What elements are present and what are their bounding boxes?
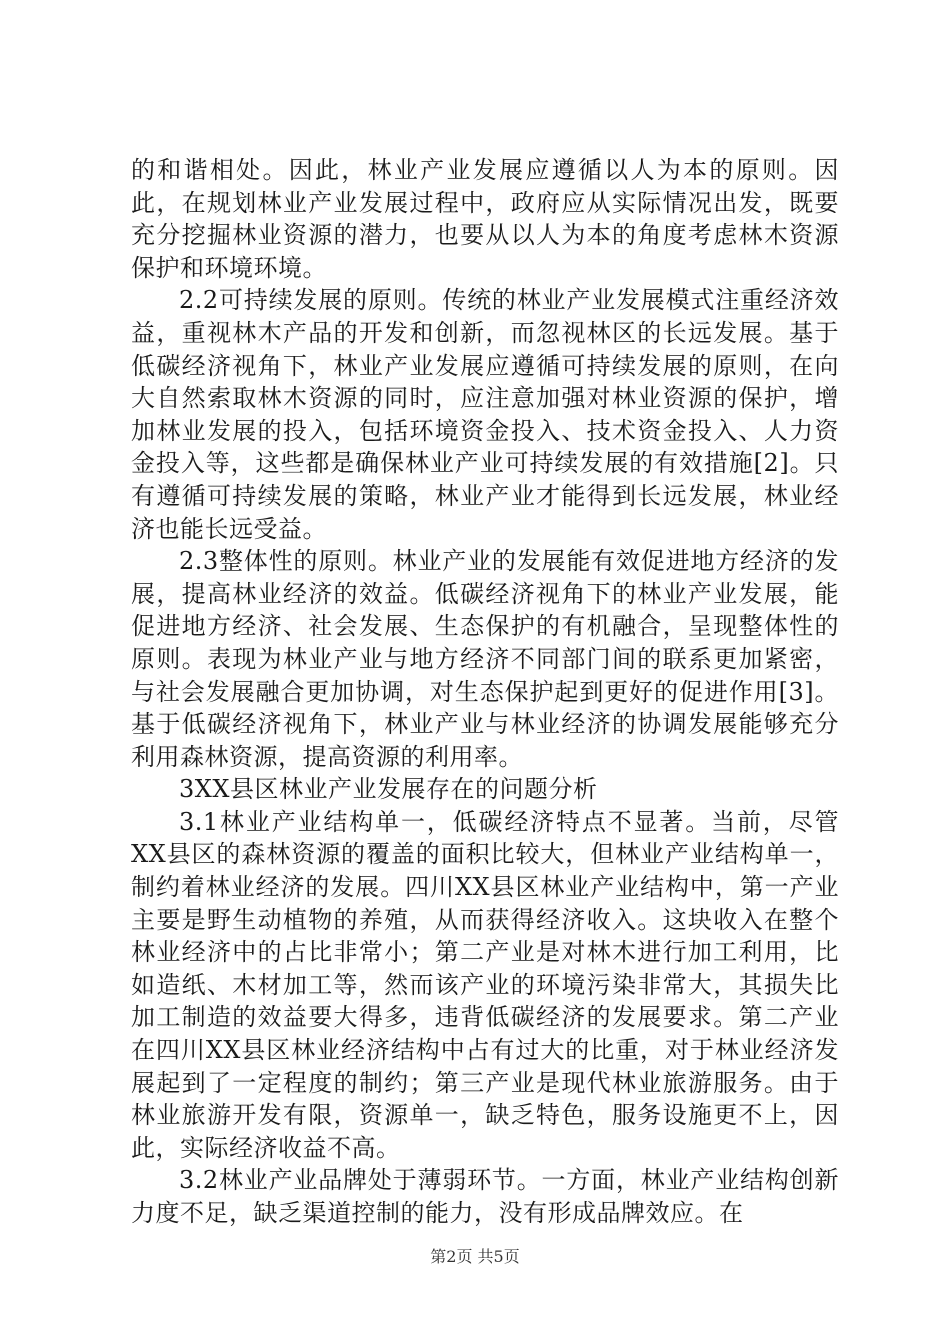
- document-body: [131, 154, 839, 1230]
- paragraph-3-1: 3.1林业产业结构单一，低碳经济特点不显著。当前，尽管XX县区的森林资源的覆盖的面积比较大，但林业产业结构单一，制约着林业经济的发展。四川XX县区林业产业结构中，第一产业主要是野生动植物的养殖，从而获得经济收入。这块收入在整个林业经济中的占比非常小；第二产业是对林木进行加工利用，比如造纸、木材加工等，然而该产业的环境污染非常大，其损失比加工制造的效益要大得多，违背低碳经济的发展要求。第二产业在四川XX县区林业经济结构中占有过大的比重，对于林业经济发展起到了一定程度的制约；第三产业是现代林业旅游服务。由于林业旅游开发有限，资源单一，缺乏特色，服务设施更不上，因此，实际经济收益不高。: [131, 807, 839, 1162]
- page-footer: [0, 1244, 950, 1267]
- paragraph-continued: 的和谐相处。因此，林业产业发展应遵循以人为本的原则。因此，在规划林业产业发展过程中，政府应从实际情况出发，既要充分挖掘林业资源的潜力，也要从以人为本的角度考虑林木资源保护和环境环境。: [131, 156, 839, 282]
- paragraph-3-2: 3.2林业产业品牌处于薄弱环节。一方面，林业产业结构创新力度不足，缺乏渠道控制的能力，没有形成品牌效应。在: [131, 1166, 839, 1227]
- paragraph-2-3: 2.3整体性的原则。林业产业的发展能有效促进地方经济的发展，提高林业经济的效益。低碳经济视角下的林业产业发展，能促进地方经济、社会发展、生态保护的有机融合，呈现整体性的原则。表现为林业产业与地方经济不同部门间的联系更加紧密，与社会发展融合更加协调，对生态保护起到更好的促进作用[3]。基于低碳经济视角下，林业产业与林业经济的协调发展能够充分利用森林资源，提高资源的利用率。: [131, 547, 839, 771]
- section-heading-3: 3XX县区林业产业发展存在的问题分析: [179, 775, 598, 804]
- paragraph-2-2: 2.2可持续发展的原则。传统的林业产业发展模式注重经济效益，重视林木产品的开发和创新，而忽视林区的长远发展。基于低碳经济视角下，林业产业发展应遵循可持续发展的原则，在向大自然索取林木资源的同时，应注意加强对林业资源的保护，增加林业发展的投入，包括环境资金投入、技术资金投入、人力资金投入等，这些都是确保林业产业可持续发展的有效措施[2]。只有遵循可持续发展的策略，林业产业才能得到长远发展，林业经济也能长远受益。: [131, 286, 839, 543]
- page-number-label: 第2页 共5页: [430, 1247, 520, 1266]
